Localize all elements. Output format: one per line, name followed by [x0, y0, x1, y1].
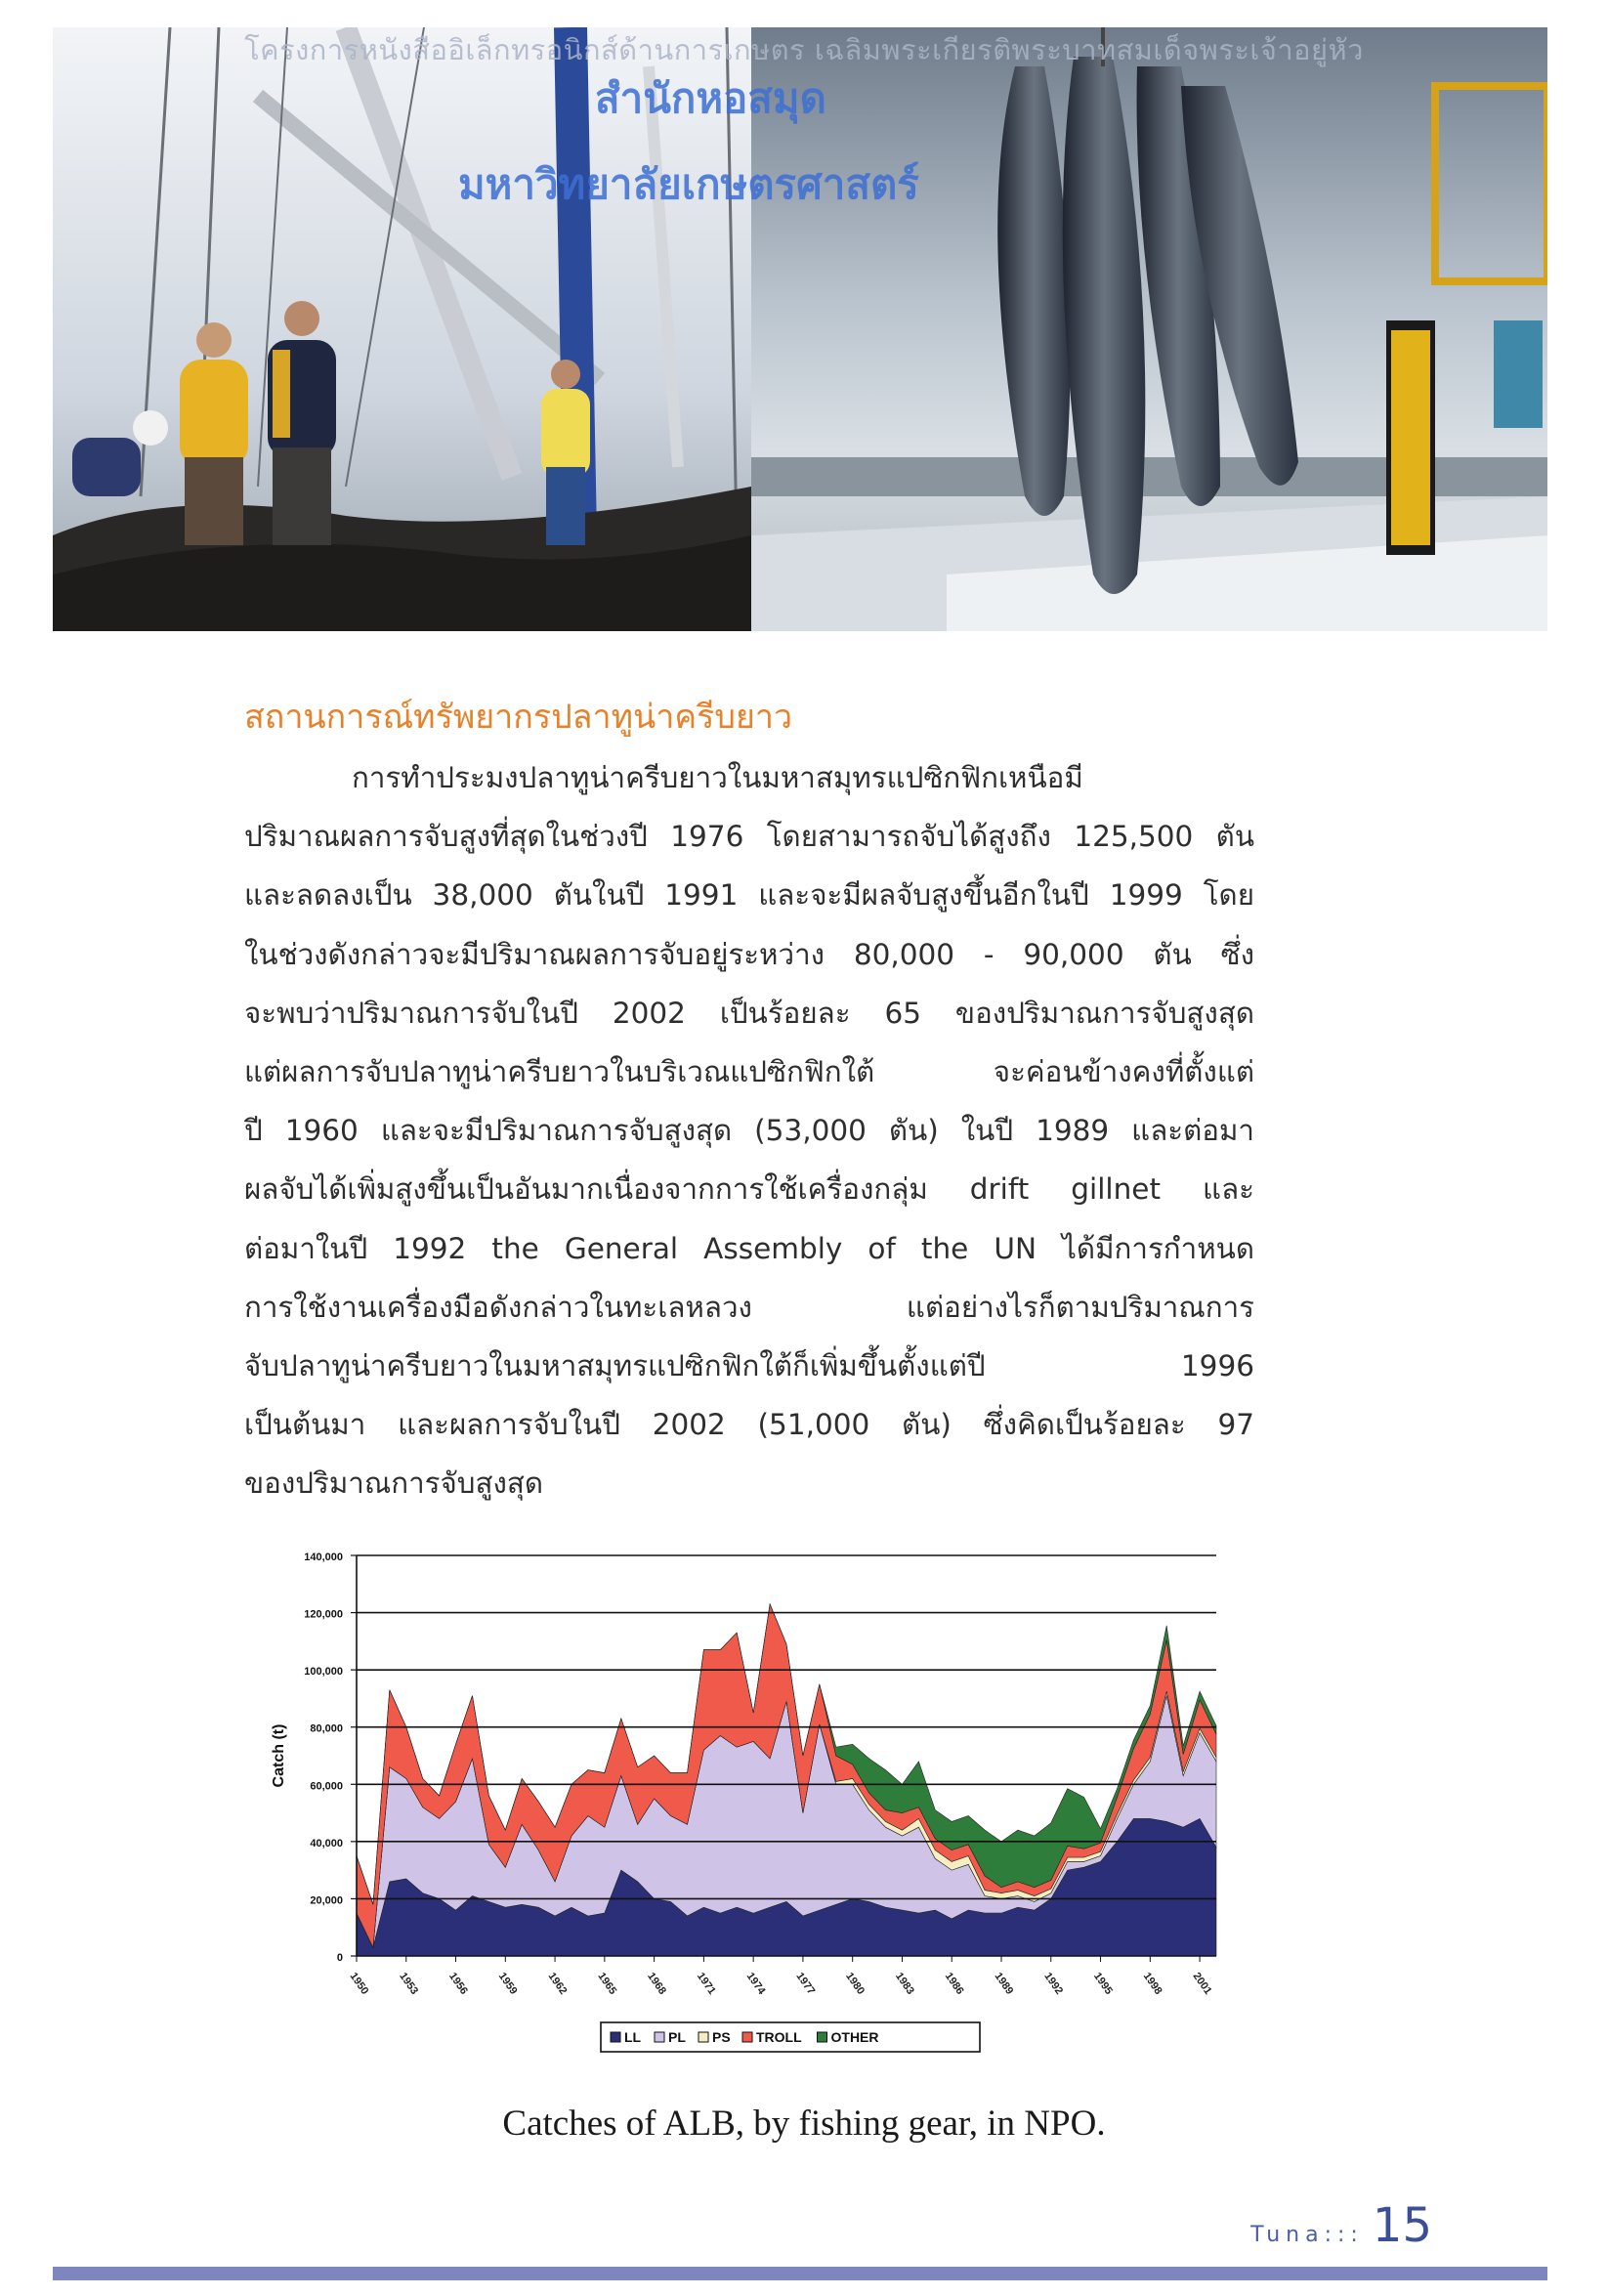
- paragraph-line: ปี 1960 และจะมีปริมาณการจับสูงสุด (53,000 ตัน) ในปี 1989 และต่อมา: [244, 1114, 1254, 1148]
- legend-swatch-pl: [655, 2032, 664, 2042]
- x-tick-label: 1986: [942, 1970, 966, 1997]
- x-tick-label: 1974: [743, 1970, 768, 1997]
- x-tick-label: 1977: [793, 1970, 818, 1997]
- legend-label-other: OTHER: [830, 2029, 879, 2045]
- x-tick-label: 1953: [397, 1970, 421, 1997]
- x-tick-label: 1956: [446, 1970, 470, 1997]
- y-axis-label: Catch (t): [271, 1723, 287, 1788]
- y-tick-label: 60,000: [310, 1780, 343, 1793]
- y-tick-label: 120,000: [304, 1608, 343, 1621]
- footer-bar: [53, 2267, 1547, 2280]
- x-tick-label: 1998: [1140, 1970, 1164, 1997]
- paragraph-line: ในช่วงดังกล่าวจะมีปริมาณผลการจับอยู่ระหว่าง 80,000 - 90,000 ตัน ซึ่ง: [244, 937, 1254, 971]
- paragraph-line: เป็นต้นมา และผลการจับในปี 2002 (51,000 ตัน) ซึ่งคิดเป็นร้อยละ 97: [244, 1408, 1254, 1442]
- catch-stacked-area-chart: [264, 1544, 1241, 2071]
- paragraph-line: จะพบว่าปริมาณการจับในปี 2002 เป็นร้อยละ 65 ของปริมาณการจับสูงสุด: [244, 996, 1254, 1030]
- legend-label-ll: LL: [624, 2029, 642, 2045]
- photo-tuna-unloading: [751, 27, 1547, 631]
- paragraph-line: แต่ผลการจับปลาทูน่าครีบยาวในบริเวณแปซิกฟิกใต้ จะค่อนข้างคงที่ตั้งแต่: [244, 1055, 1254, 1089]
- x-tick-label: 1959: [495, 1970, 520, 1997]
- watermark: โครงการหนังสืออิเล็กทรอนิกส์ด้านการเกษตร เฉลิมพระเกียรติพระบาทสมเด็จพระเจ้าอยู่หัว: [244, 33, 1364, 66]
- legend-label-troll: TROLL: [756, 2029, 802, 2045]
- legend-swatch-ps: [698, 2032, 708, 2042]
- x-tick-label: 1962: [545, 1970, 570, 1997]
- library-stamp-line1: สำนักหอสมุด: [595, 74, 826, 122]
- x-tick-label: 1968: [645, 1970, 669, 1997]
- x-tick-label: 1983: [892, 1970, 916, 1997]
- x-tick-label: 1965: [595, 1970, 619, 1997]
- y-tick-label: 20,000: [310, 1894, 343, 1907]
- paragraph-line: ของปริมาณการจับสูงสุด: [244, 1467, 544, 1501]
- body-paragraph: [244, 748, 1254, 1513]
- x-tick-label: 1995: [1091, 1970, 1115, 1997]
- paragraph-line: ปริมาณผลการจับสูงที่สุดในช่วงปี 1976 โดยสามารถจับได้สูงถึง 125,500 ตัน: [244, 820, 1254, 854]
- paragraph-line: การใช้งานเครื่องมือดังกล่าวในทะเลหลวง แต่อย่างไรก็ตามปริมาณการ: [244, 1290, 1254, 1324]
- y-tick-label: 100,000: [304, 1666, 343, 1679]
- legend-swatch-other: [818, 2032, 827, 2042]
- legend-label-pl: PL: [668, 2029, 686, 2045]
- paragraph-line: ผลจับได้เพิ่มสูงขึ้นเป็นอันมากเนื่องจากการใช้เครื่องกลุ่ม drift gillnet และ: [244, 1172, 1254, 1207]
- figure-caption: Catches of ALB, by fishing gear, in NPO.: [502, 2104, 1106, 2144]
- section-title: สถานการณ์ทรัพยากรปลาทูน่าครีบยาว: [244, 698, 793, 737]
- x-tick-label: 2001: [1190, 1970, 1214, 1997]
- x-tick-label: 1950: [347, 1970, 371, 1997]
- x-tick-label: 1992: [1041, 1970, 1066, 1997]
- header-photos: [53, 27, 1547, 631]
- library-stamp-line2: มหาวิทยาลัยเกษตรศาสตร์: [458, 160, 919, 208]
- legend-swatch-troll: [742, 2032, 752, 2042]
- paragraph-line: และลดลงเป็น 38,000 ตันในปี 1991 และจะมีผลจับสูงขึ้นอีกในปี 1999 โดย: [244, 878, 1254, 913]
- x-tick-label: 1980: [843, 1970, 867, 1997]
- y-tick-label: 140,000: [304, 1552, 343, 1563]
- page-footer: [1250, 2198, 1432, 2253]
- y-tick-label: 40,000: [310, 1837, 343, 1850]
- legend-swatch-ll: [611, 2032, 620, 2042]
- legend-label-ps: PS: [712, 2029, 731, 2045]
- paragraph-line: ต่อมาในปี 1992 the General Assembly of the UN ได้มีการกำหนด: [244, 1231, 1254, 1265]
- page-number: 15: [1372, 2198, 1432, 2253]
- paragraph-line: จับปลาทูน่าครีบยาวในมหาสมุทรแปซิกฟิกใต้ก็เพิ่มขึ้นตั้งแต่ปี 1996: [244, 1349, 1254, 1383]
- y-tick-label: 80,000: [310, 1722, 343, 1735]
- x-tick-label: 1971: [694, 1970, 718, 1997]
- x-tick-label: 1989: [992, 1970, 1016, 1997]
- footer-title: Tuna:::: [1250, 2223, 1364, 2247]
- photo-tuna-illustration: [751, 27, 1547, 631]
- y-tick-label: 0: [336, 1952, 343, 1964]
- paragraph-line: การทำประมงปลาทูน่าครีบยาวในมหาสมุทรแปซิกฟิกเหนือมี: [352, 761, 1083, 794]
